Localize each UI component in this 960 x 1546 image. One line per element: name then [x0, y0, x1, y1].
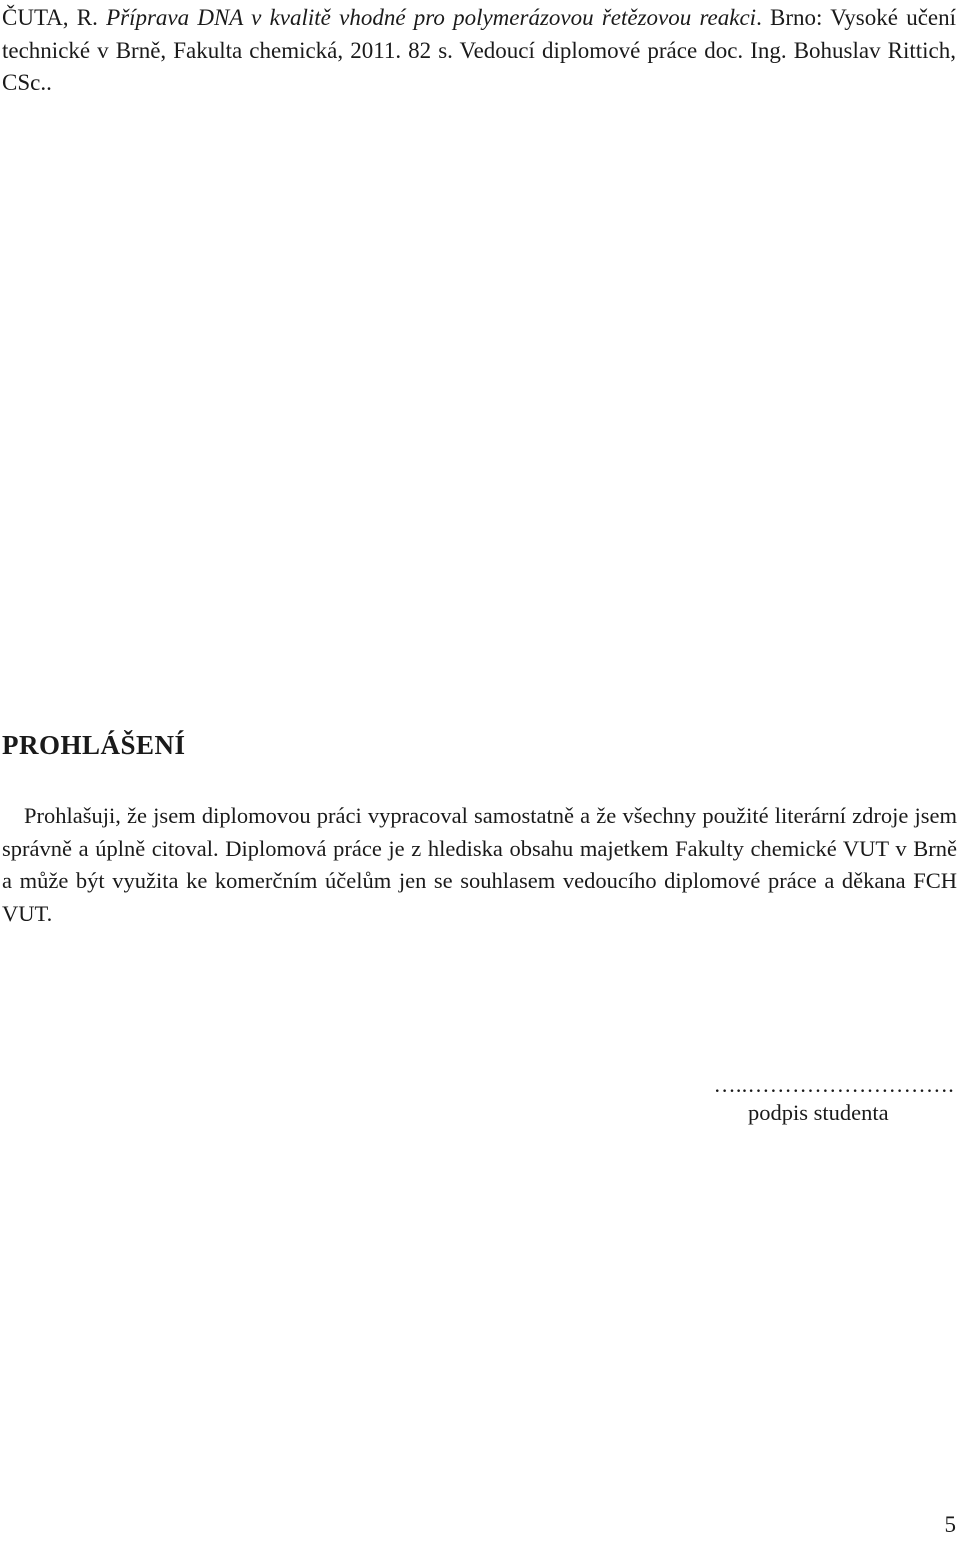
- declaration-heading: PROHLÁŠENÍ: [2, 730, 186, 760]
- signature-label: podpis studenta: [748, 1100, 889, 1125]
- citation-title: Příprava DNA v kvalitě vhodné pro polymerázovou řetězovou reakci: [106, 5, 757, 30]
- citation-author: ČUTA, R.: [2, 5, 98, 30]
- citation-publication: . Brno: Vysoké učení technické v Brně, Fakulta chemická, 2011. 82 s. Vedoucí diplomové práce doc. Ing. Bohuslav Rittich, CSc..: [2, 5, 957, 95]
- bibliographic-citation: [2, 2, 956, 100]
- signature-line: …..……………………….: [713, 1072, 954, 1097]
- page-number: 5: [944, 1512, 956, 1537]
- declaration-text: Prohlašuji, že jsem diplomovou práci vypracoval samostatně a že všechny použité literární zdroje jsem správně a úplně citoval. Diplomová práce je z hlediska obsahu majetkem Fakulty chemické VUT v Brně a může být využita ke komerčním účelům jen se souhlasem vedoucího diplomové práce a děkana FCH VUT.: [2, 803, 957, 926]
